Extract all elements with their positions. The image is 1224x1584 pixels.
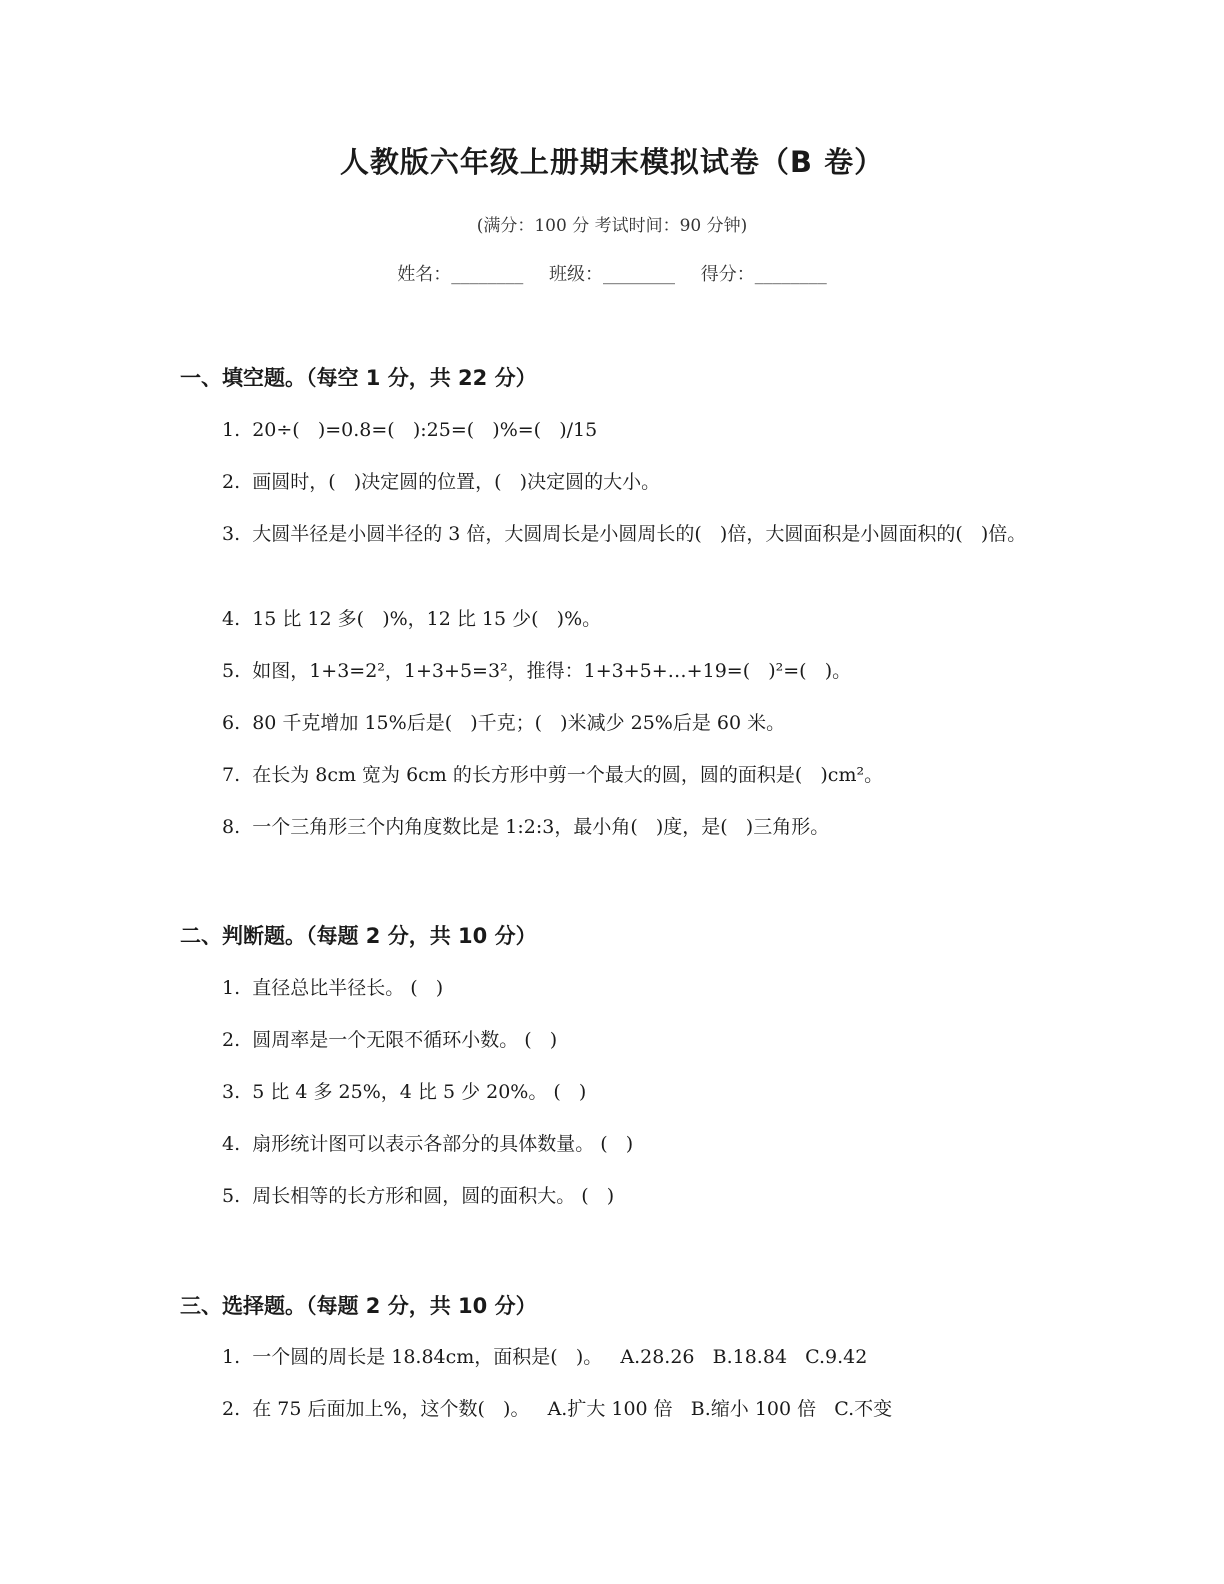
class-field: 班级：________ [549, 264, 675, 285]
question-item: 2. 在 75 后面加上%，这个数( )。 A.扩大 100 倍 B.缩小 100 倍 C.不变 [222, 1398, 893, 1420]
question-item: 8. 一个三角形三个内角度数比是 1:2:3，最小角( )度，是( )三角形。 [222, 816, 830, 838]
exam-subtitle: (满分：100 分 考试时间：90 分钟) [476, 216, 748, 236]
exam-title: 人教版六年级上册期末模拟试卷（B 卷） [339, 145, 885, 179]
section-heading-true-false: 二、判断题。（每题 2 分，共 10 分） [180, 924, 537, 948]
question-item: 5. 如图，1+3=2²，1+3+5=3²，推得：1+3+5+…+19=( )²=( )。 [222, 660, 852, 682]
question-item: 1. 直径总比半径长。 ( ) [222, 977, 444, 999]
question-item: 3. 大圆半径是小圆半径的 3 倍，大圆周长是小圆周长的( )倍，大圆面积是小圆面积的( )倍。 [222, 523, 1027, 545]
question-item: 1. 20÷( )=0.8=( ):25=( )%=( )/15 [222, 419, 598, 441]
question-item: 4. 15 比 12 多( )%，12 比 15 少( )%。 [222, 608, 602, 630]
question-item: 5. 周长相等的长方形和圆，圆的面积大。 ( ) [222, 1185, 615, 1207]
student-info-line [0, 260, 1224, 286]
question-item: 3. 5 比 4 多 25%，4 比 5 少 20%。 ( ) [222, 1081, 587, 1103]
name-field: 姓名：________ [397, 264, 524, 285]
score-field: 得分：________ [700, 264, 827, 285]
question-item: 6. 80 千克增加 15%后是( )千克；( )米减少 25%后是 60 米。 [222, 712, 786, 734]
question-item: 2. 画圆时，( )决定圆的位置，( )决定圆的大小。 [222, 471, 661, 493]
question-item: 4. 扇形统计图可以表示各部分的具体数量。 ( ) [222, 1133, 634, 1155]
section-heading-fill-blank: 一、填空题。（每空 1 分，共 22 分） [180, 366, 537, 390]
question-item: 7. 在长为 8cm 宽为 6cm 的长方形中剪一个最大的圆，圆的面积是( )cm²。 [222, 764, 884, 786]
question-item: 2. 圆周率是一个无限不循环小数。 ( ) [222, 1029, 558, 1051]
question-item: 1. 一个圆的周长是 18.84cm，面积是( )。 A.28.26 B.18.84 C.9.42 [222, 1346, 868, 1368]
section-heading-multiple-choice: 三、选择题。（每题 2 分，共 10 分） [180, 1294, 537, 1318]
